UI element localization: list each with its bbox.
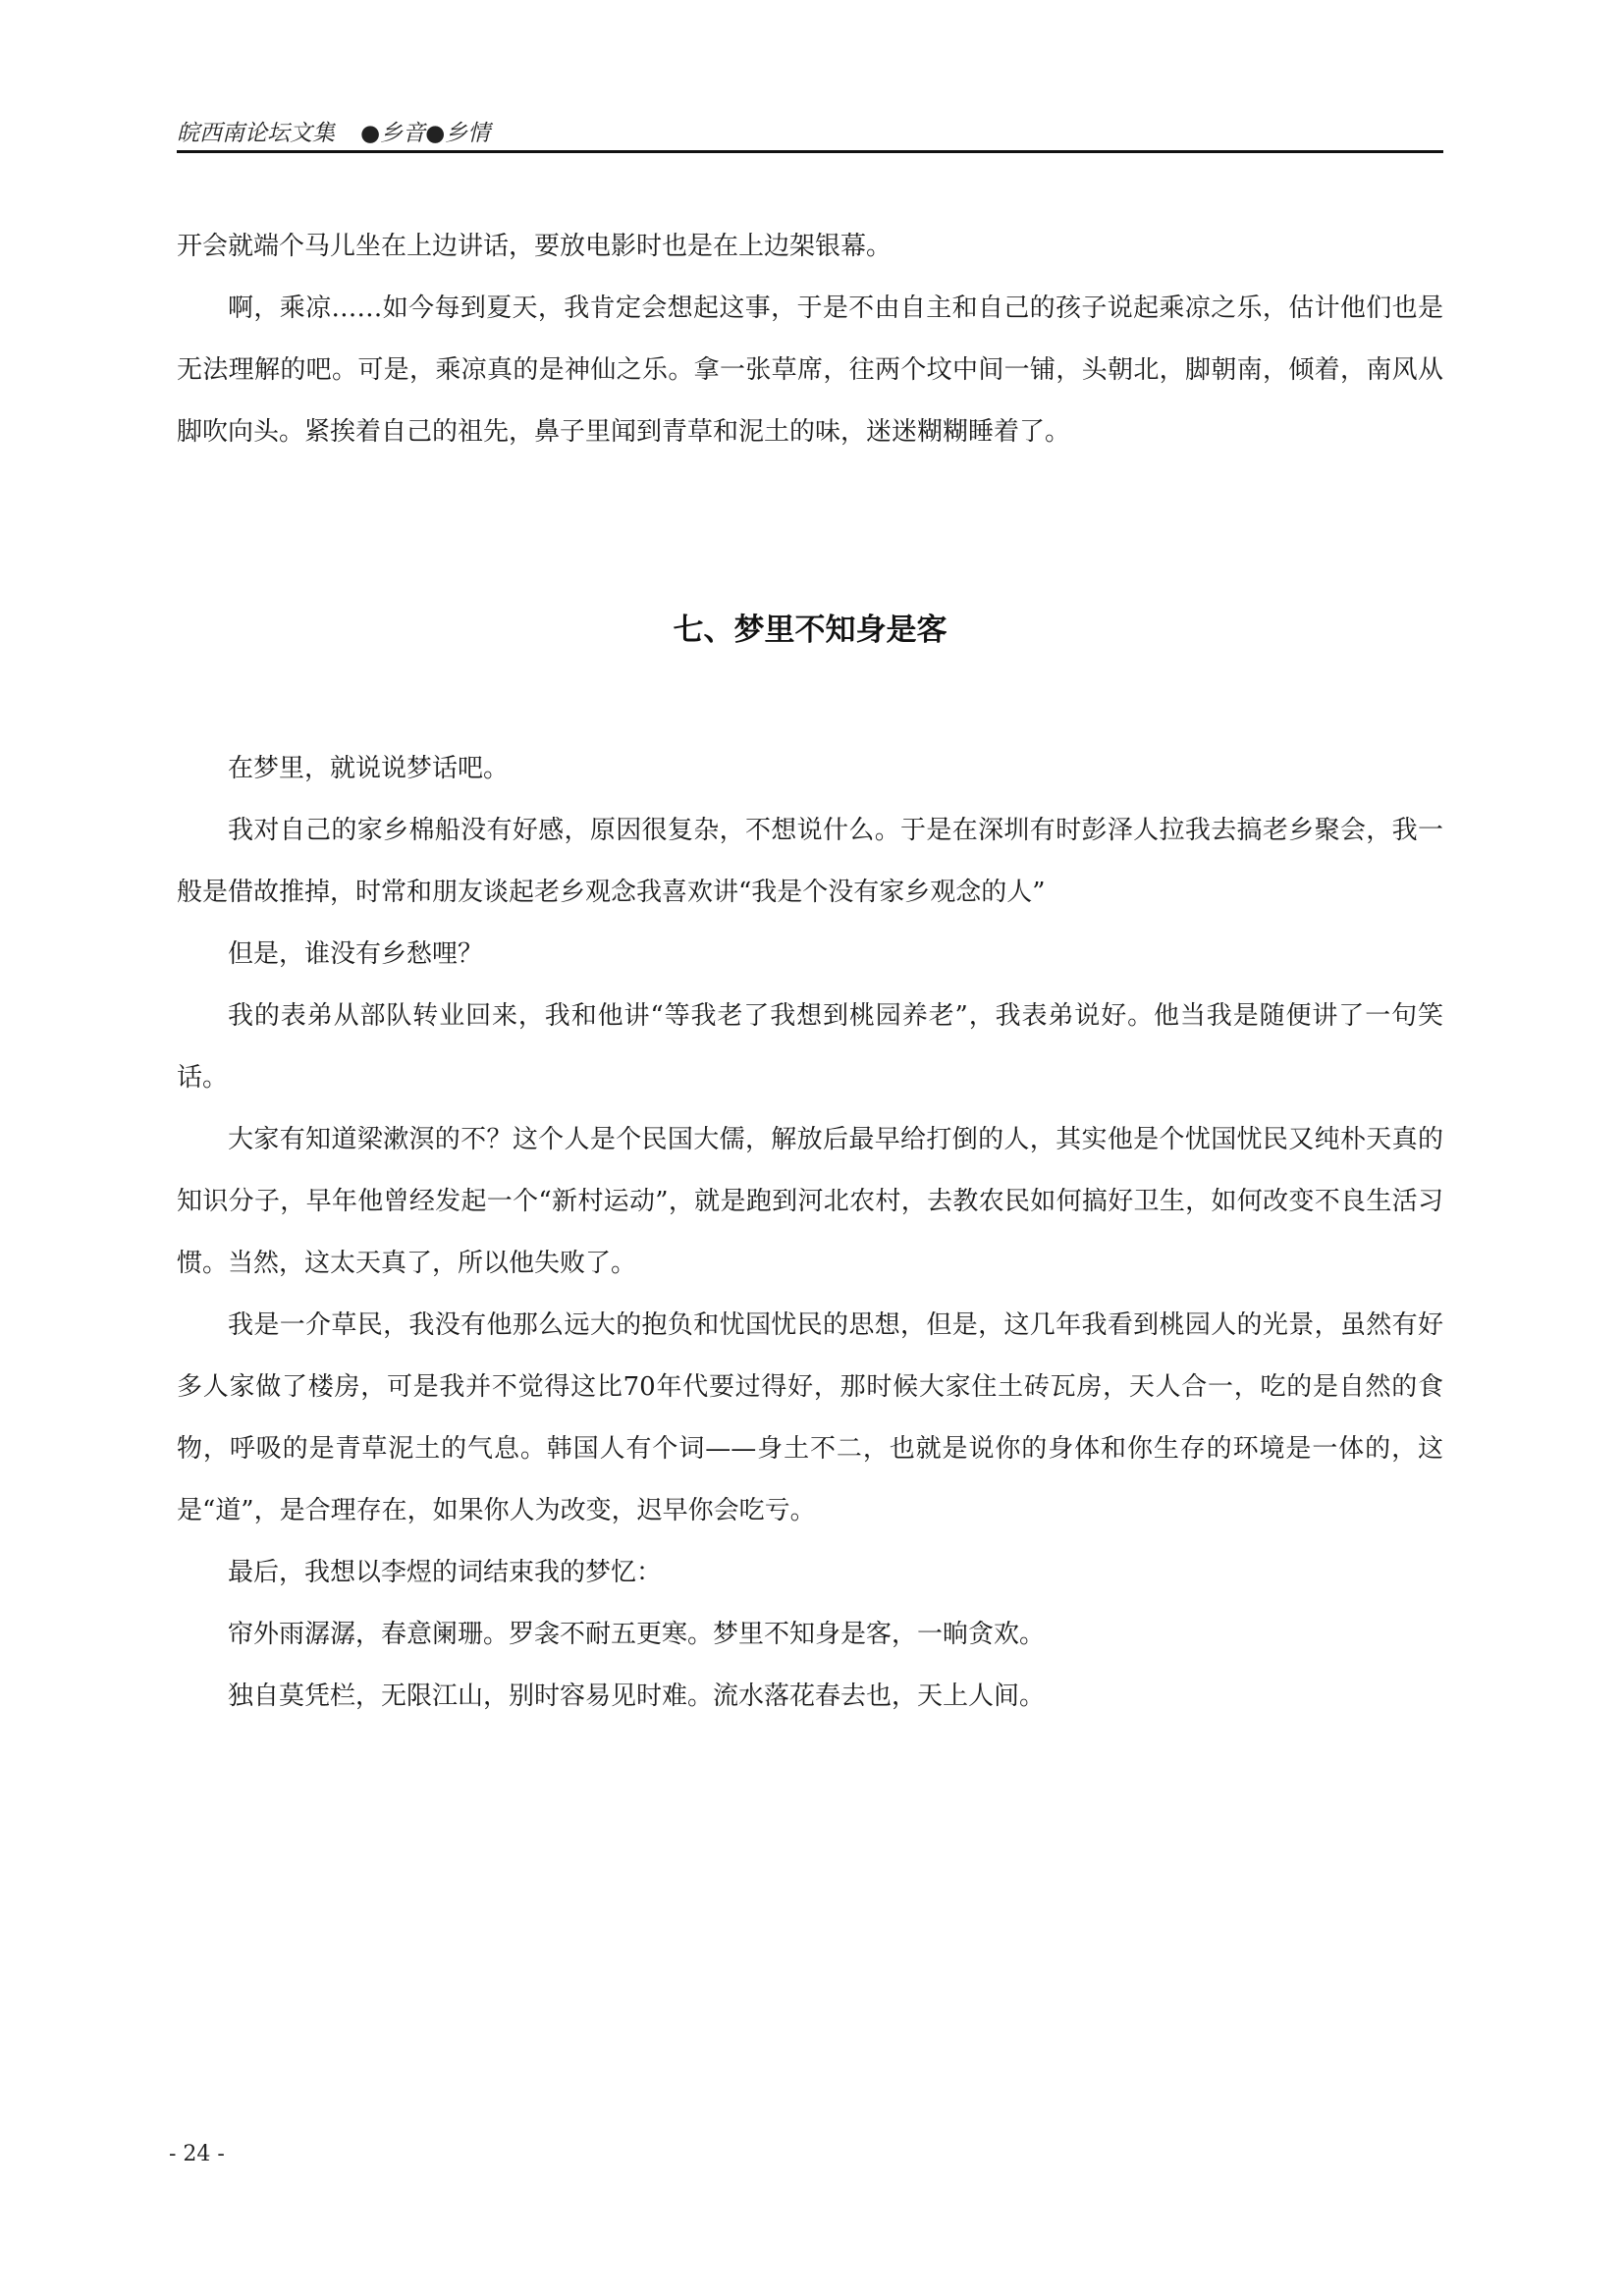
paragraph: 在梦里，就说说梦话吧。 [228,754,510,783]
header-divider [177,150,1443,153]
paragraph: 开会就端个马儿坐在上边讲话，要放电影时也是在上边架银幕。 [177,232,893,261]
poem-line: 帘外雨潺潺，春意阑珊。罗衾不耐五更寒。梦里不知身是客，一晌贪欢。 [228,1620,1046,1649]
intro-text-block [177,216,1443,463]
paragraph: 啊，乘凉……如今每到夏天，我肯定会想起这事，于是不由自主和自己的孩子说起乘凉之乐，估计他们也是无法理解的吧。可是，乘凉真的是神仙之乐。拿一张草席，往两个坟中间一铺，头朝北，脚朝南，倾着，南风从脚吹向头。紧挨着自己的祖先，鼻子里闻到青草和泥土的味，迷迷糊糊睡着了。 [177,294,1443,447]
section-heading: 七、梦里不知身是客 [673,613,947,648]
section-text-block [177,738,1443,1728]
paragraph: 大家有知道梁漱溟的不？这个人是个民国大儒，解放后最早给打倒的人，其实他是个忧国忧民又纯朴天真的知识分子，早年他曾经发起一个“新村运动”，就是跑到河北农村，去教农民如何搞好卫生，如何改变不良生活习惯。当然，这太天真了，所以他失败了。 [177,1125,1443,1278]
header-section-label: ●乡音●乡情 [360,121,491,146]
paragraph: 但是，谁没有乡愁哩？ [228,939,484,969]
paragraph: 最后，我想以李煜的词结束我的梦忆： [228,1558,663,1587]
running-header [177,116,1443,151]
page-number: - 24 - [169,2142,225,2166]
header-collection-title: 皖西南论坛文集 [177,121,335,146]
paragraph: 我是一介草民，我没有他那么远大的抱负和忧国忧民的思想，但是，这几年我看到桃园人的光景，虽然有好多人家做了楼房，可是我并不觉得这比70年代要过得好，那时候大家住土砖瓦房，天人合一，吃的是自然的食物，呼吸的是青草泥土的气息。韩国人有个词——身土不二，也就是说你的身体和你生存的环境是一体的，这是“道”，是合理存在，如果你人为改变，迟早你会吃亏。 [177,1310,1443,1525]
paragraph: 我的表弟从部队转业回来，我和他讲“等我老了我想到桃园养老”，我表弟说好。他当我是随便讲了一句笑话。 [177,1001,1443,1093]
poem-line: 独自莫凭栏，无限江山，别时容易见时难。流水落花春去也，天上人间。 [228,1682,1046,1711]
paragraph: 我对自己的家乡棉船没有好感，原因很复杂，不想说什么。于是在深圳有时彭泽人拉我去搞老乡聚会，我一般是借故推掉，时常和朋友谈起老乡观念我喜欢讲“我是个没有家乡观念的人” [177,816,1443,907]
